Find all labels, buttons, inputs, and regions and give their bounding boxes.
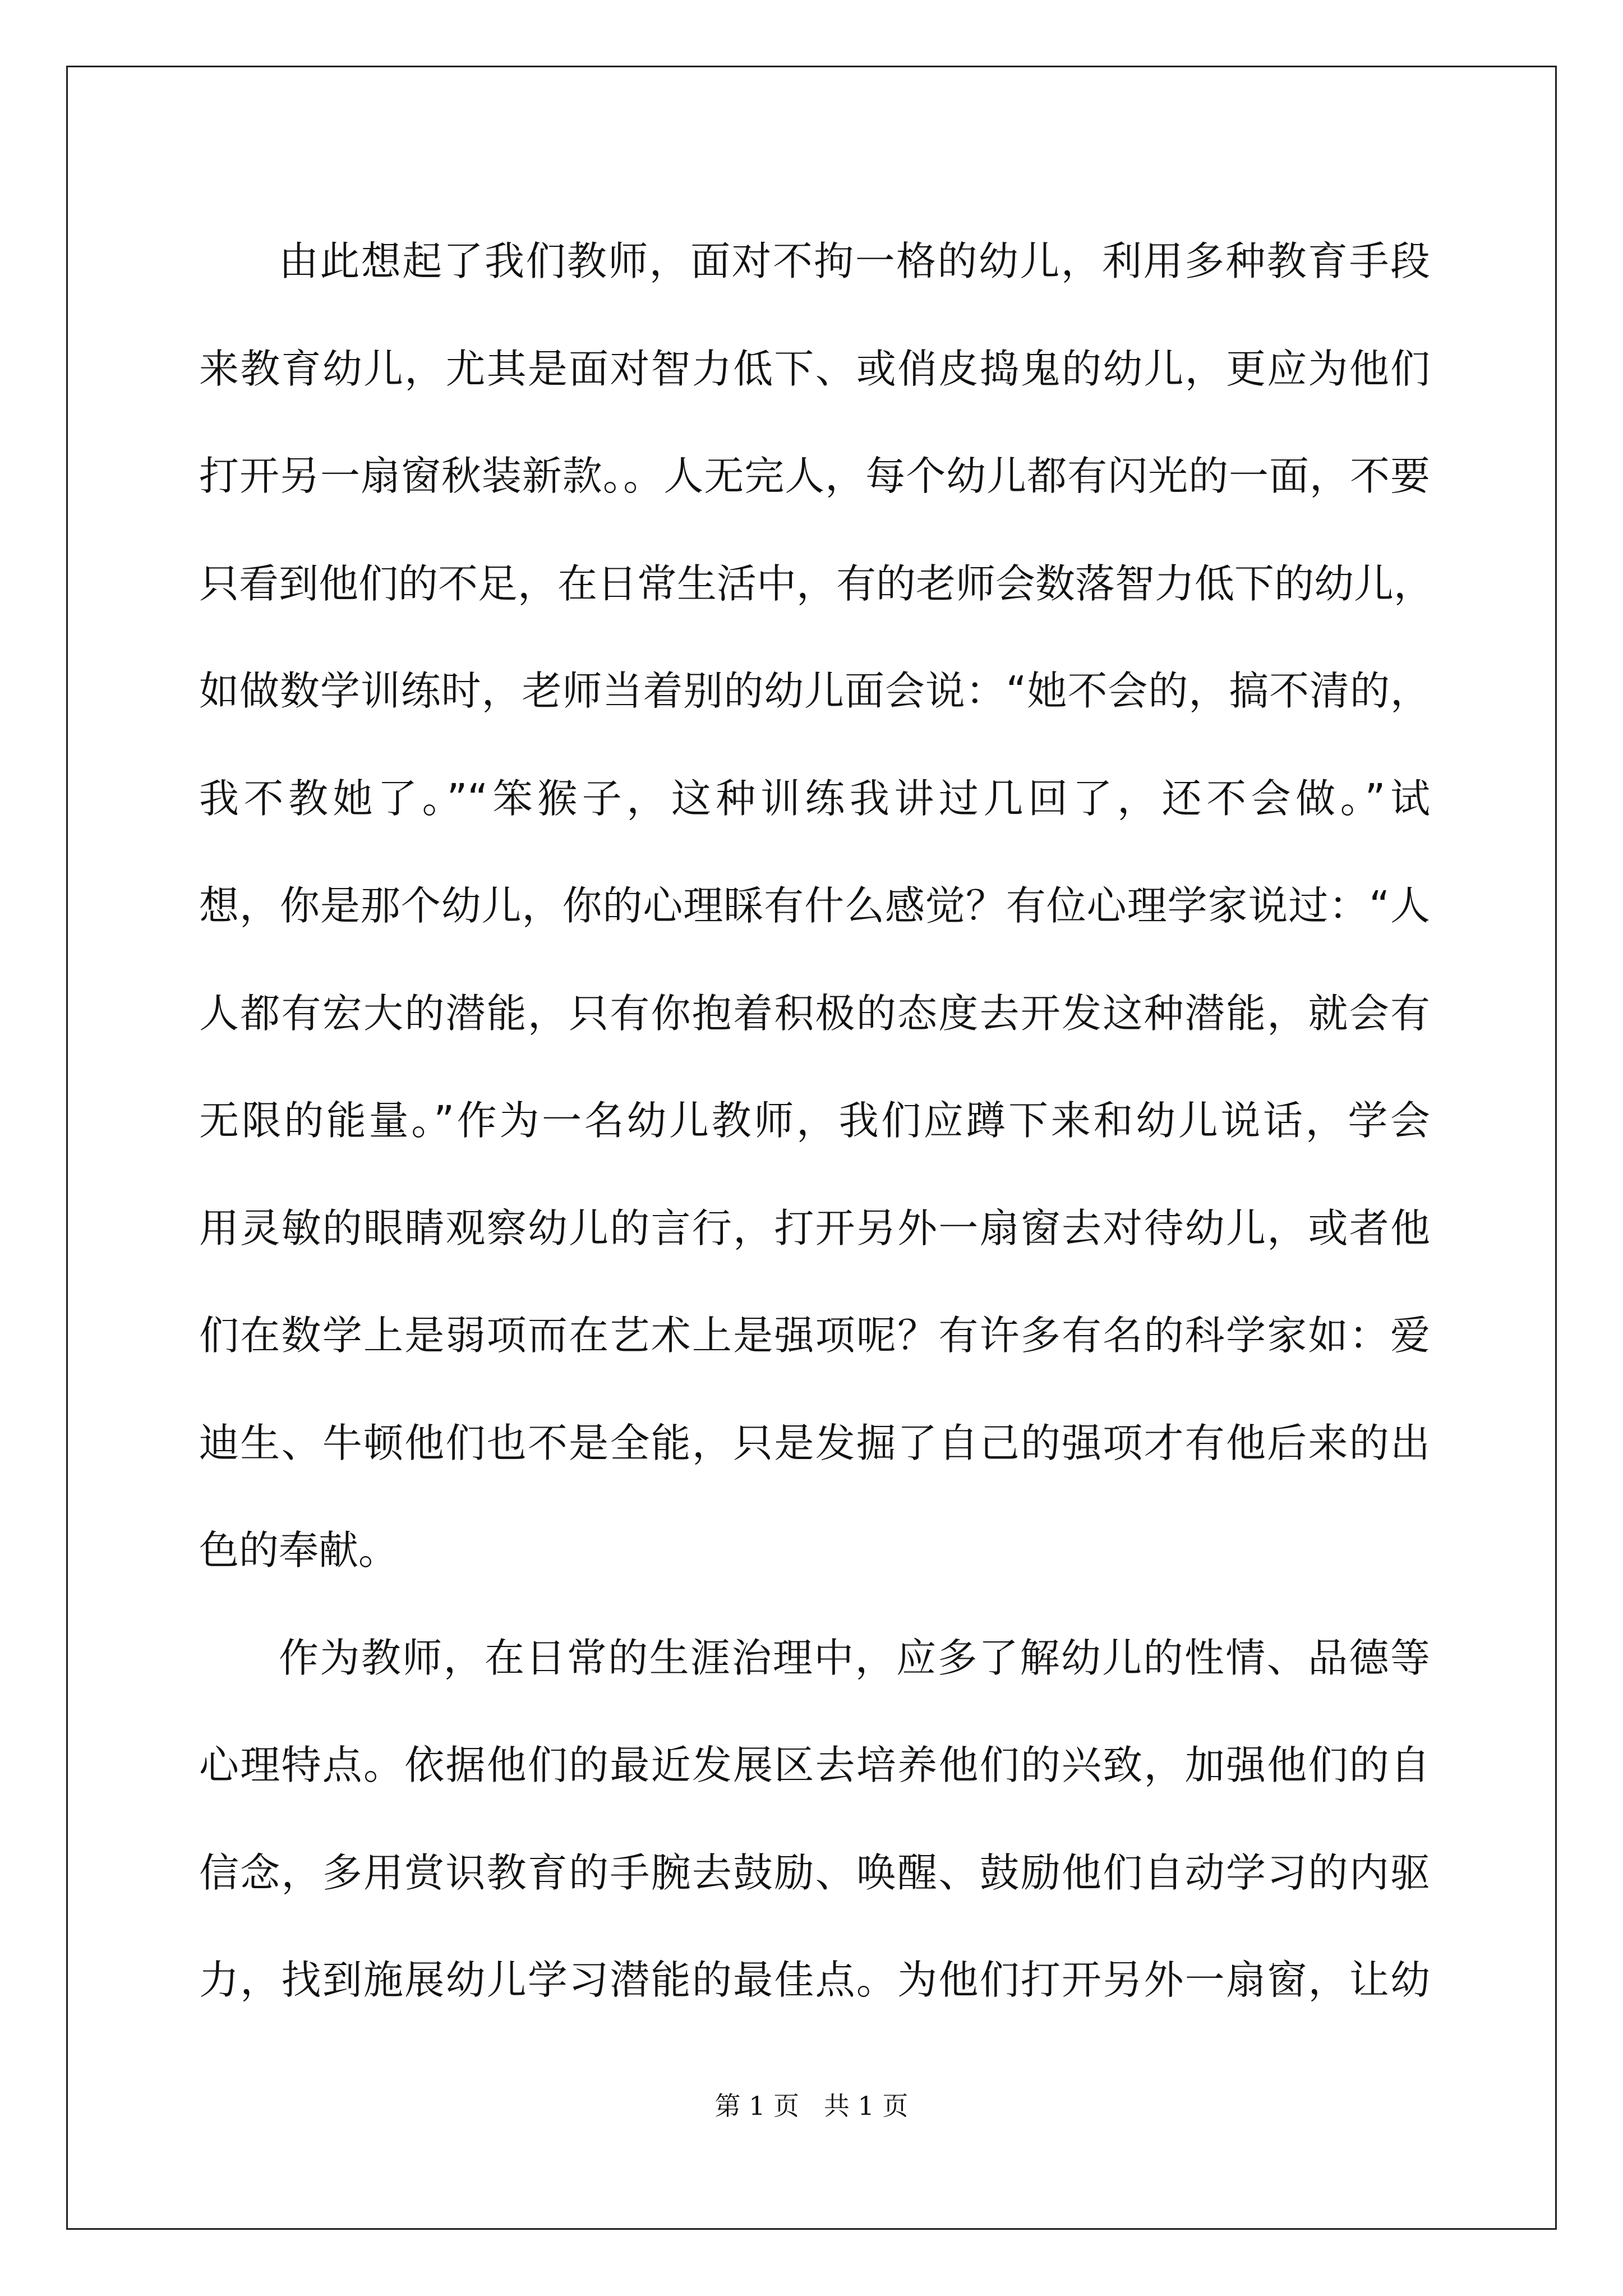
paragraph-2-line-2: 心理特点。依据他们的最近发展区去培养他们的兴致，加强他们的自	[199, 1742, 1430, 1788]
paragraph-1-line-11: 们在数学上是弱项而在艺术上是强项呢？有许多有名的科学家如：爱	[199, 1312, 1430, 1359]
paragraph-1-line-3: 打开另一扇窗秋装新款。。人无完人，每个幼儿都有闪光的一面，不要	[199, 453, 1430, 499]
paragraph-1-line-4: 只看到他们的不足，在日常生活中，有的老师会数落智力低下的幼儿，	[199, 560, 1434, 607]
paragraph-1-line-9: 无限的能量。”作为一名幼儿教师，我们应蹲下来和幼儿说话，学会	[199, 1097, 1430, 1144]
paragraph-1-line-1: 由此想起了我们教师，面对不拘一格的幼儿，利用多种教育手段	[279, 238, 1430, 284]
paragraph-1-line-13: 色的奉献。	[199, 1527, 399, 1573]
paragraph-1-line-5: 如做数学训练时，老师当着别的幼儿面会说：“她不会的，搞不清的，	[199, 668, 1430, 714]
paragraph-1-line-10: 用灵敏的眼睛观察幼儿的言行，打开另外一扇窗去对待幼儿，或者他	[199, 1204, 1430, 1251]
paragraph-1-line-2: 来教育幼儿，尤其是面对智力低下、或俏皮捣鬼的幼儿，更应为他们	[199, 345, 1430, 392]
paragraph-1-line-8: 人都有宏大的潜能，只有你抱着积极的态度去开发这种潜能，就会有	[199, 990, 1430, 1037]
paragraph-2-line-3: 信念，多用赏识教育的手腕去鼓励、唤醒、鼓励他们自动学习的内驱	[199, 1849, 1430, 1896]
page-number-footer: 第 1 页 共 1 页	[714, 2091, 909, 2121]
document-body	[199, 208, 1434, 2034]
paragraph-1-line-12: 迪生、牛顿他们也不是全能，只是发掘了自己的强项才有他后来的出	[199, 1419, 1430, 1466]
paragraph-1-line-7: 想，你是那个幼儿，你的心理睬有什么感觉？有位心理学家说过：“人	[199, 882, 1430, 929]
paragraph-1-line-6: 我不教她了。”“笨猴子，这种训练我讲过几回了，还不会做。”试	[199, 775, 1430, 822]
paragraph-2-line-1: 作为教师，在日常的生涯治理中，应多了解幼儿的性情、品德等	[279, 1634, 1430, 1681]
paragraph-2-line-4: 力，找到施展幼儿学习潜能的最佳点。为他们打开另外一扇窗，让幼	[199, 1957, 1430, 2003]
